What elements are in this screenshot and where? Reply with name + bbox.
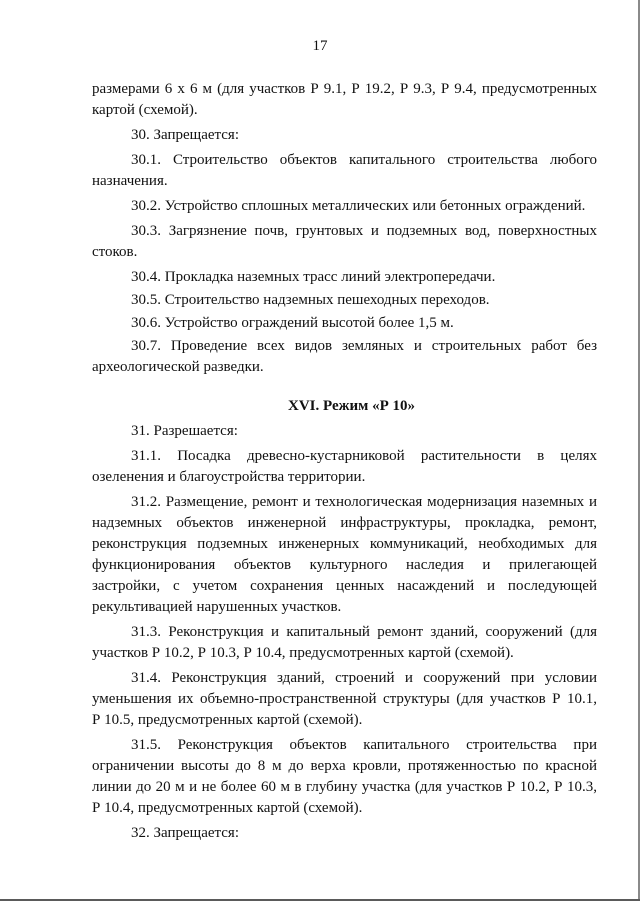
section-30 [92,79,597,378]
text-line: 31.5. Реконструкция объектов капитального строительства при [131,737,597,753]
text-line: рекультивацией нарушенных участков. [92,599,342,615]
text-line: размерами 6 х 6 м (для участков Р 9.1, Р 19.2, Р 9.3, Р 9.4, предусмотренных [92,81,597,97]
text-line: 30.5. Строительство надземных пешеходных переходов. [131,292,490,308]
section-31 [92,421,597,844]
text-line: назначения. [92,173,168,189]
text-line: реконструкция подземных инженерных коммуникаций, необходимых для [92,536,597,552]
text-line: 30.7. Проведение всех видов земляных и строительных работ без [131,338,597,354]
text-line: 31.1. Посадка древесно-кустарниковой растительности в целях [131,448,597,464]
text-line: 30.2. Устройство сплошных металлических или бетонных ограждений. [131,198,586,214]
text-line: картой (схемой). [92,102,198,118]
text-line: 30. Запрещается: [131,127,239,143]
text-line: функционирования объектов культурного наследия и прилегающей [92,557,597,573]
text-line: линии до 20 м и не более 60 м в глубину участка (для участков Р 10.2, Р 10.3, [92,779,597,795]
text-line: 32. Запрещается: [131,825,239,841]
text-line: 30.1. Строительство объектов капитального строительства любого [131,152,597,168]
text-line: 30.4. Прокладка наземных трасс линий электропередачи. [131,269,496,285]
text-line: уменьшения их объемно-пространственной структуры (для участков Р 10.1, [92,691,597,707]
text-line: застройки, с учетом сохранения ценных насаждений и последующей [92,578,597,594]
text-line: археологической разведки. [92,359,264,375]
text-line: 30.6. Устройство ограждений высотой более 1,5 м. [131,315,454,331]
text-line: 31.4. Реконструкция зданий, строений и сооружений при условии [131,670,597,686]
text-line: стоков. [92,244,138,260]
text-line: озеленения и благоустройства территории. [92,469,366,485]
text-line: 31.2. Размещение, ремонт и технологическая модернизация наземных и [131,494,597,510]
text-line: Р 10.5, предусмотренных картой (схемой). [92,712,363,728]
text-line: надземных объектов инженерной инфраструктуры, прокладка, ремонт, [92,515,597,531]
text-line: 31. Разрешается: [131,423,238,439]
section-heading [92,396,597,417]
text-line: Р 10.4, предусмотренных картой (схемой). [92,800,363,816]
text-line: 31.3. Реконструкция и капитальный ремонт зданий, сооружений (для [131,624,597,640]
section-title: XVI. Режим «Р 10» [287,398,416,414]
page-number: 17 [312,38,328,54]
text-line: ограничении высоты до 8 м до верха кровли, протяженностью по красной [92,758,597,774]
text-line: участков Р 10.2, Р 10.3, Р 10.4, предусмотренных картой (схемой). [92,645,514,661]
text-line: 30.3. Загрязнение почв, грунтовых и подземных вод, поверхностных [131,223,597,239]
